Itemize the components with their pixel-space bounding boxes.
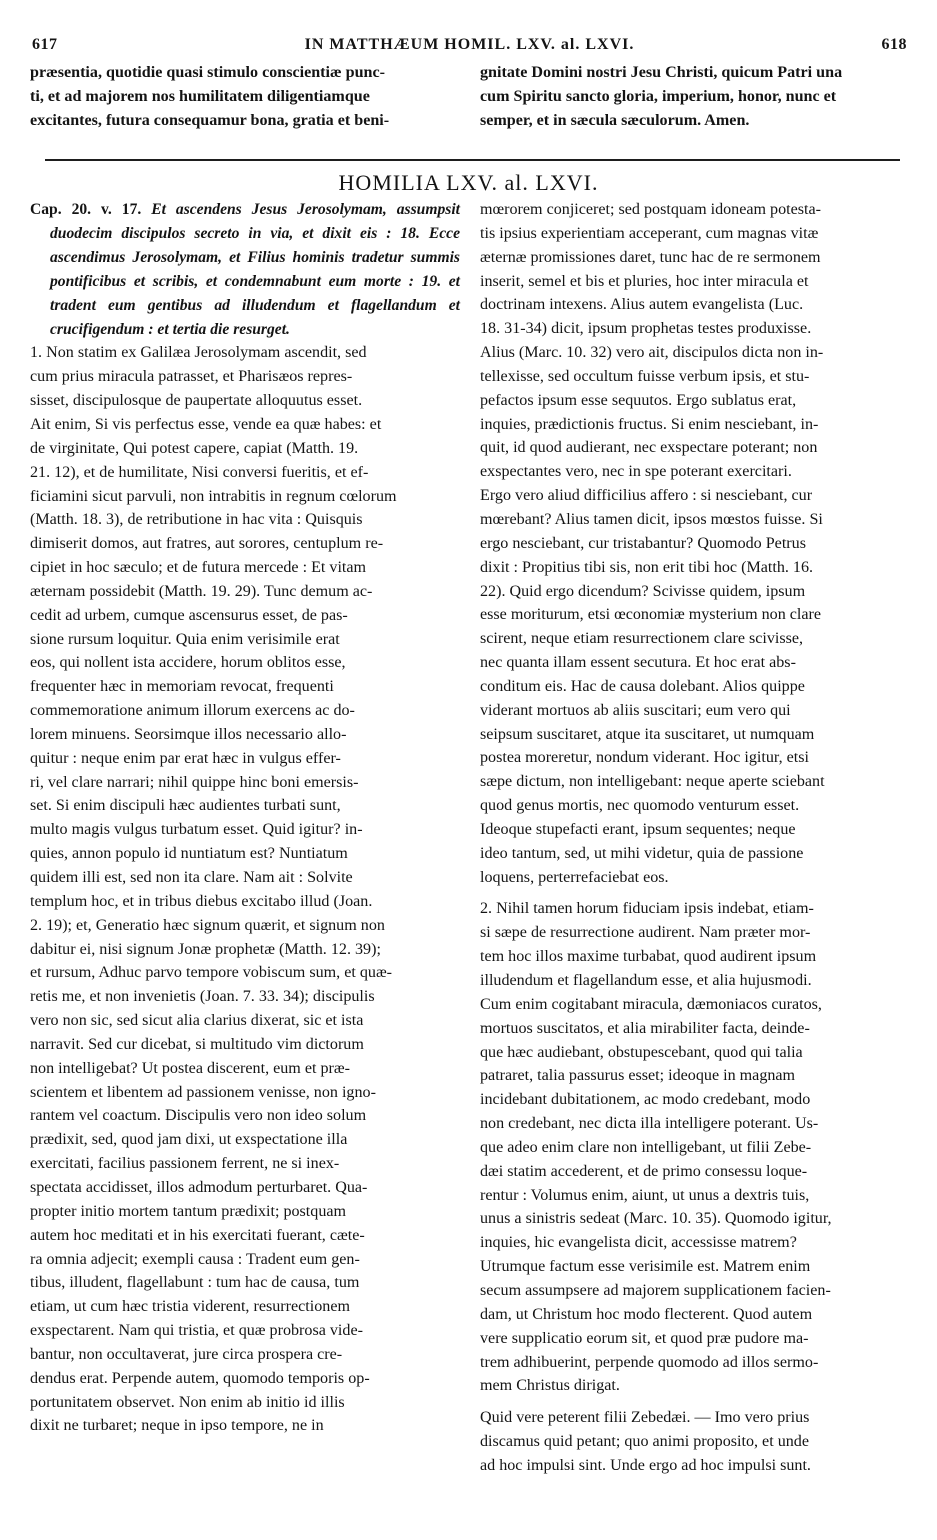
- page-number-left: 617: [32, 36, 58, 53]
- top-right-text: gnitate Domini nostri Jesu Christi, quicum Patri una cum Spiritu sancto gloria, imperium, honor, nunc et semper, et in sæcula sæculorum. Amen.: [480, 64, 843, 129]
- summary-text: Et ascendens Jesus Jerosolymam, assumpsit duodecim discipulos secreto in via, et dixit eis : 18. Ecce ascendimus Jerosolymam, et Filius hominis tradetur summis pontificibus et scribis, et condemnabunt eum morte : 19. et tradent eum gentibus ad illudendum et flagellandum et crucifigendum : et tertia die resurget.: [50, 201, 461, 338]
- paragraph-3: Quid vere peterent filii Zebedæi. — Imo vero prius discamus quid petant; quo animi proposito, et unde ad hoc impulsi sint. Unde ergo ad hoc impulsi sunt.: [480, 1409, 811, 1474]
- paragraph-gap: [480, 889, 902, 897]
- running-head: [32, 36, 907, 58]
- main-left-column: [30, 198, 460, 1438]
- running-head-title: IN MATTHÆUM HOMIL. LXV. al. LXVI.: [304, 36, 635, 53]
- paragraph-2: 2. Nihil tamen horum fiduciam ipsis indebat, etiam- si sæpe de resurrectione audirent. Nam præter mor- tem hoc illos maxime turbabat, quod audirent ipsum illudendum et flagellandum esse, et alia hujusmodi. Cum enim cogitabant miracula, dæmoniacos curatos, mortuos suscitatos, et alia mirabiliter facta, deinde- que hæc audiebant, obstupescebant, quod qui talia patraret, talia passurus esset; ideoque in magnam incidebant dubitationem, ac modo credebant, modo non credebant, nec dicta illa intelligere poterant. Us- que adeo enim clare non intelligebant, ut filii Zebe- dæi statim accederent, et de primo consessu loque- rentur : Volumus enim, aiunt, ut unus a dextris tuis, unus a sinistris sedeat (Marc. 10. 35). Quomodo igitur, inquies, hic evangelista dicit, accessisse matrem? Utrumque factum esse verisimile est. Matrem enim secum assumpsere ad majorem supplicationem facien- dam, ut Christum hoc modo flecterent. Quod autem vere supplicatio eorum sit, et quod præ pudore ma- trem adhibuerint, perpende quomodo ad illos sermo- mem Christus dirigat.: [480, 900, 832, 1395]
- main-right-column: [480, 198, 902, 1478]
- top-left-text: præsentia, quotidie quasi stimulo conscientiæ punc- ti, et ad majorem nos humilitatem diligentiamque excitantes, futura consequamur bona, gratia et beni-: [30, 64, 390, 129]
- paragraph-1: 1. Non statim ex Galilæa Jerosolymam ascendit, sed cum prius miracula patrasset, et Pharisæos repres- sisset, discipulosque de paupertate alloquutus esset. Ait enim, Si vis perfectus esse, vende ea quæ habes: et de virginitate, Qui potest capere, capiat (Matth. 19. 21. 12), et de humilitate, Nisi conversi fueritis, et ef- ficiamini sicut parvuli, non intrabitis in regnum cœlorum (Matth. 18. 3), de retributione in hac vita : Quisquis dimiserit domos, aut fratres, aut sorores, centuplum re- cipiet in hoc sæculo; et de futura mercede : Et vitam æternam possidebit (Matth. 19. 29). Tunc demum ac- cedit ad urbem, cumque ascensurus esset, de pas- sione rursum loquitur. Quia enim verisimile erat eos, qui nollent ista accidere, horum oblitos esse, frequenter hæc in memoriam revocat, frequenti commemoratione animum illorum exercens ac do- lorem minuens. Seorsimque illos necessario allo- quitur : neque enim par erat hæc in vulgus effer- ri, vel clare narrari; nihil quippe hinc boni emersis- set. Si enim discipuli hæc audientes turbati sunt, multo magis vulgus turbatum esset. Quid igitur? in- quies, annon populo id nuntiatum est? Nuntiatum quidem illi est, sed non ita clare. Nam ait : Solvite templum hoc, et in tribus diebus excitabo illud (Joan. 2. 19); et, Generatio hæc signum quærit, et signum non dabitur ei, nisi signum Jonæ prophetæ (Matth. 12. 39); et rursum, Adhuc parvo tempore vobiscum sum, et quæ- retis me, et non invenietis (Joan. 7. 33. 34); discipulis vero non sic, sed sicut alia clarius dixerat, sic et ista narravit. Sed cur dicebat, si multitudo vim dictorum non intelligebat? Ut postea discerent, eum et præ- scientem et libentem ad passionem venisse, non igno- rantem vel coactum. Discipulis vero non ideo solum prædixit, sed, quod jam dixi, ut exspectatione illa exercitati, facilius passionem ferrent, ne si inex- spectata accidisset, illos admodum perturbaret. Qua- propter initio mortem tantum prædixit; postquam autem hoc meditati et in his exercitati fuerant, cæte- ra omnia adjecit; exempli causa : Tradent eum gen- tibus, illudent, flagellabunt : tum hac de causa, tum etiam, ut cum hæc tristia viderent, resurrectionem exspectarent. Nam qui tristia, et quæ probrosa vide- bantur, non occultaverat, jure circa prospera cre- dendus erat. Perpende autem, quomodo temporis op- portunitatem observet. Non enim ab initio id illis dixit ne turbaret; neque in ipso tempore, ne in: [30, 344, 397, 1435]
- top-left-column: [30, 61, 460, 133]
- section-divider: [45, 159, 900, 161]
- chapter-summary: [30, 198, 460, 341]
- homily-title: HOMILIA LXV. al. LXVI.: [338, 170, 599, 195]
- paragraph-gap: [480, 1398, 902, 1406]
- page-number-right: 618: [881, 36, 907, 53]
- chapter-reference: Cap. 20. v. 17.: [30, 201, 142, 218]
- paragraph-1-continued: mœrorem conjiceret; sed postquam idoneam potesta- tis ipsius experientiam acceperant, cum magnas vitæ æternæ promissiones daret, tunc hac de re sermonem inserit, semel et bis et pluries, hoc inter miracula et doctrinam intexens. Alius autem evangelista (Luc. 18. 31-34) dicit, ipsum prophetas testes produxisse. Alius (Marc. 10. 32) vero ait, discipulos dicta non in- tellexisse, sed occultum fuisse verbum ipsis, et stu- pefactos ipsum esse sequutos. Ergo sublatus erat, inquies, prædictionis fructus. Si enim nesciebant, in- quit, id quod audierant, nec exspectare poterant; non exspectantes vero, nec in spe poterant exercitari. Ergo vero aliud difficilius affero : si nesciebant, cur mœrebant? Alius tamen dicit, ipsos mœstos fuisse. Si ergo nesciebant, cur tristabantur? Quomodo Petrus dixit : Propitius tibi sis, non erit tibi hoc (Matth. 16. 22). Quid ergo dicendum? Scivisse quidem, ipsum esse moriturum, etsi œconomiæ mysterium non clare scirent, neque etiam resurrectionem clare scivisse, nec quanta illam essent secutura. Et hoc erat abs- conditum eis. Hac de causa dolebant. Alios quippe viderant mortuos ab aliis suscitari; eum vero qui seipsum suscitaret, atque ita suscitaret, ut numquam postea moreretur, nondum viderant. Hoc igitur, etsi sæpe dictum, non intelligebant: neque aperte sciebant quod genus mortis, nec quomodo venturum esset. Ideoque stupefacti erant, ipsum sequentes; neque ideo tantum, sed, ut mihi videtur, quia de passione loquens, perterrefaciebat eos.: [480, 201, 825, 886]
- top-right-column: [480, 61, 902, 133]
